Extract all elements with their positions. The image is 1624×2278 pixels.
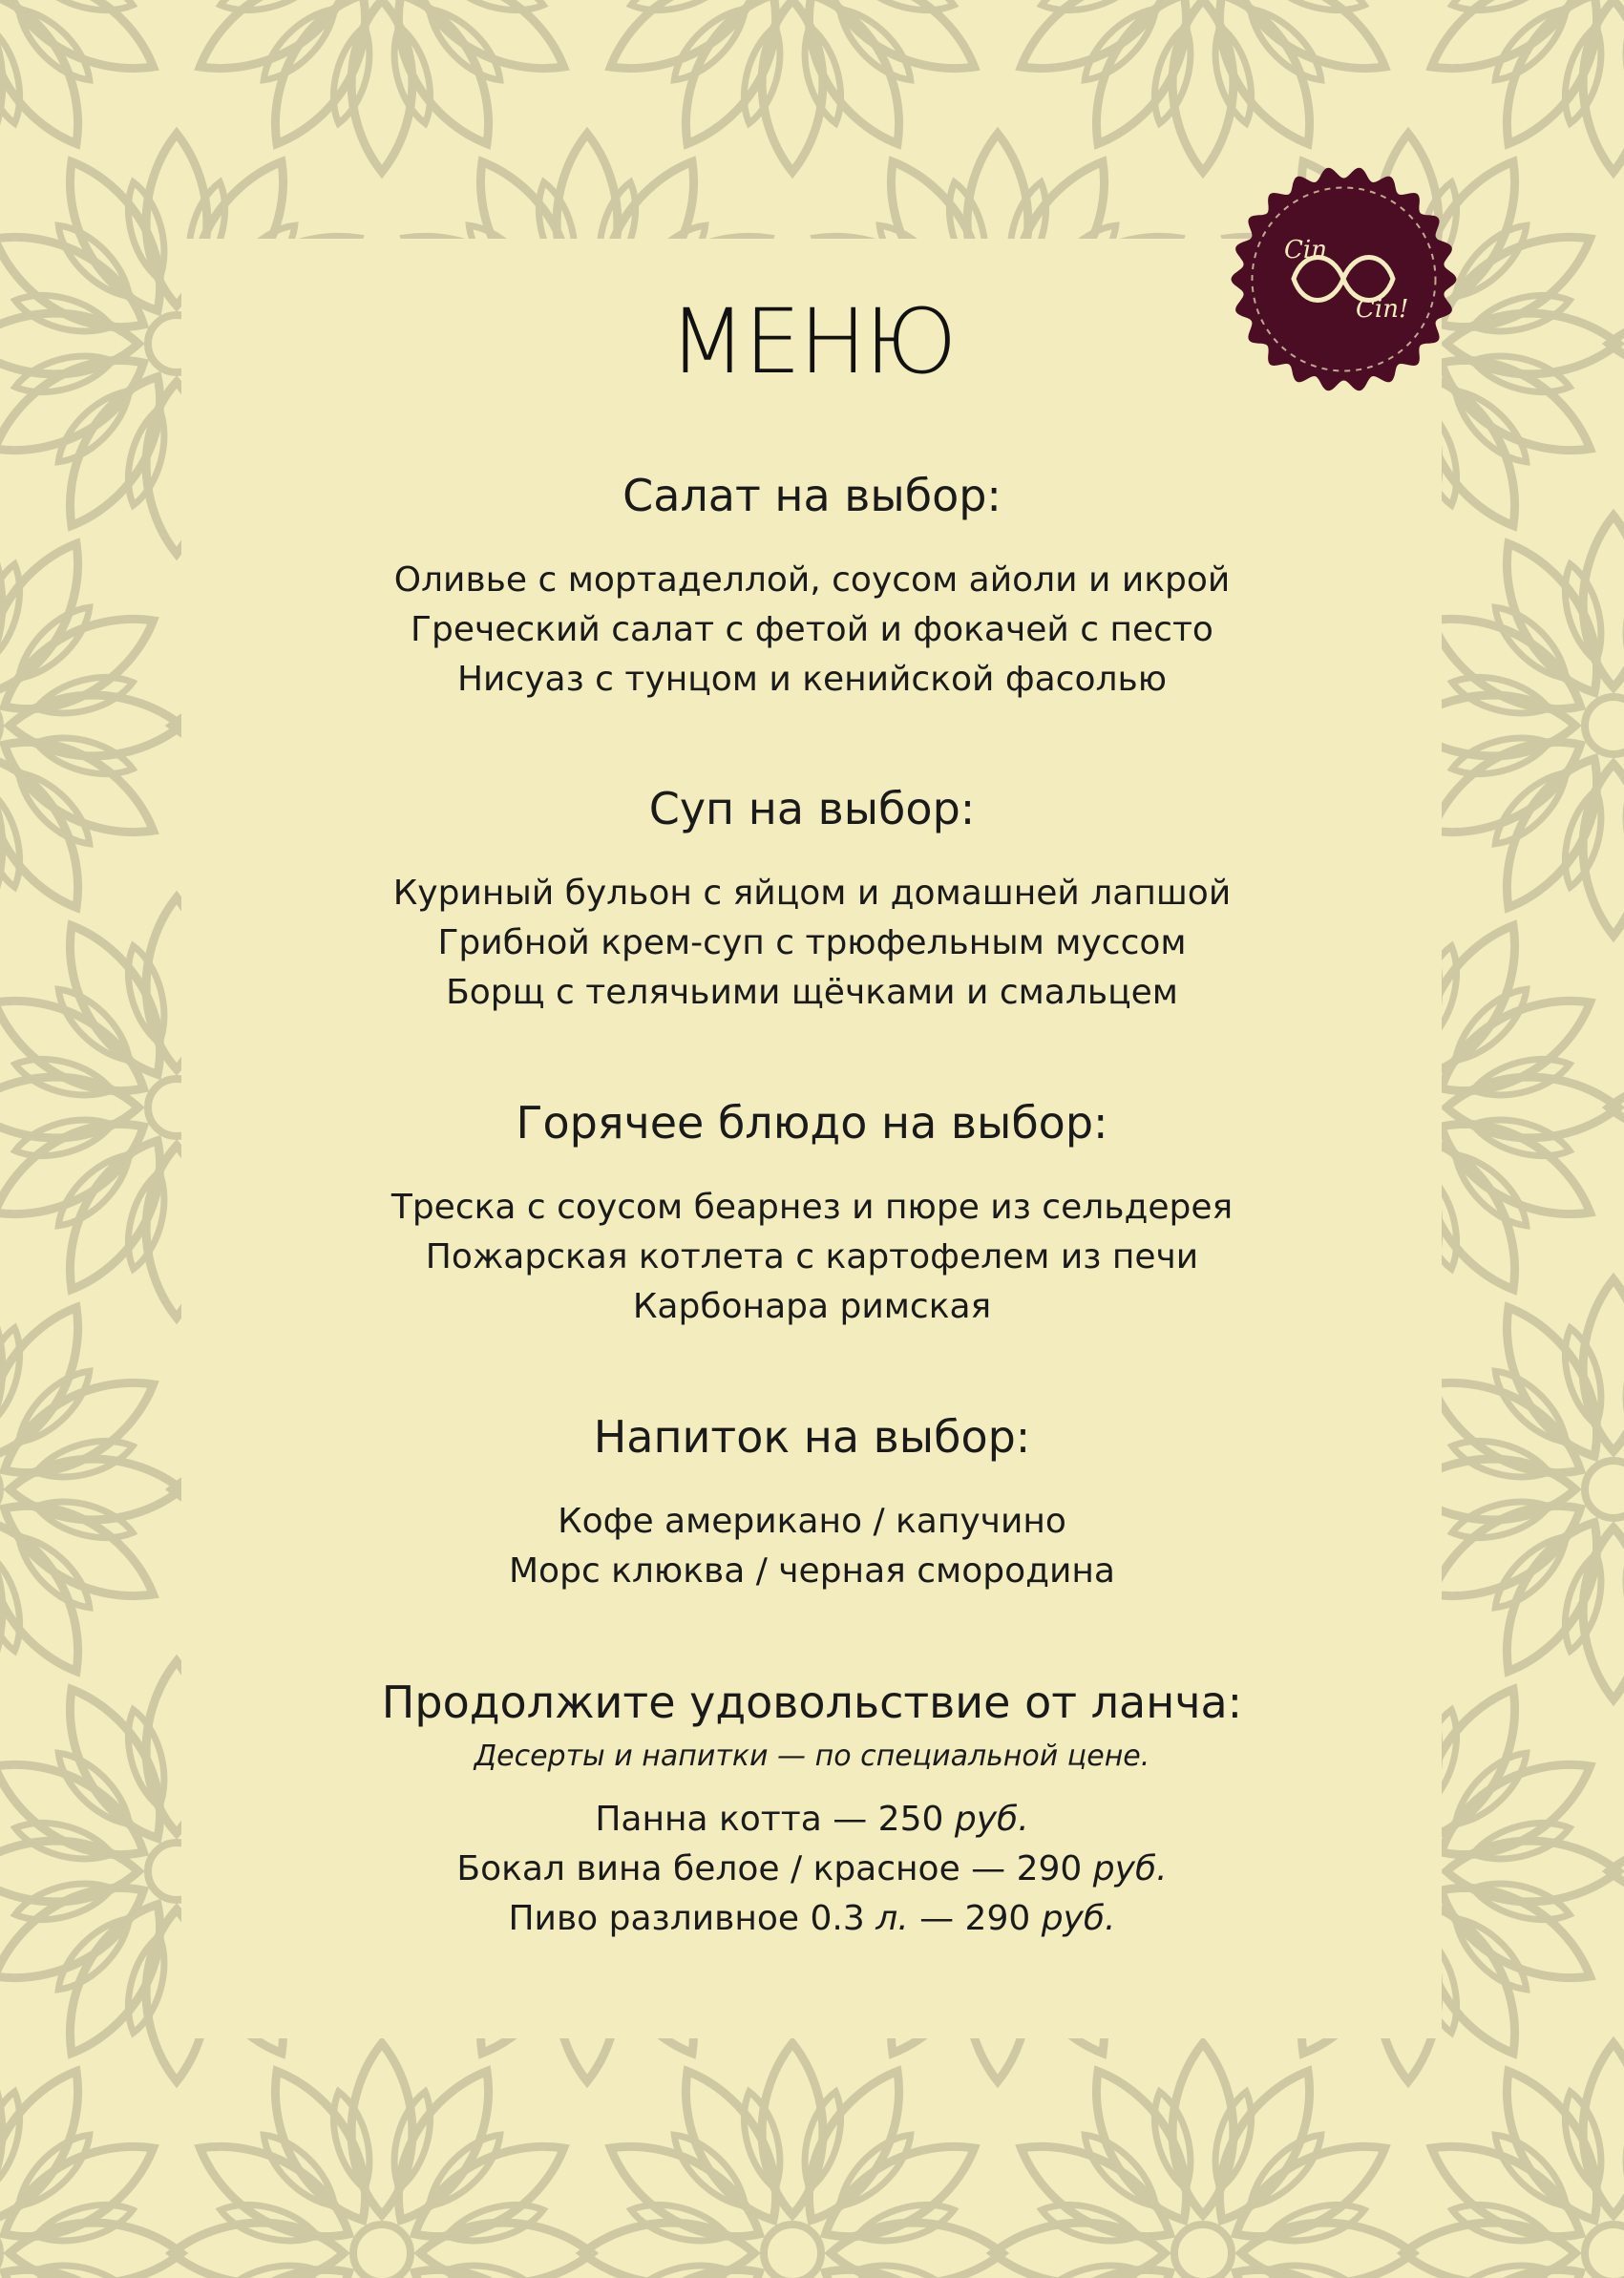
section-soup: [0, 784, 1624, 1018]
item-name: Панна котта — 250: [595, 1799, 944, 1839]
mandala-motif: [993, 0, 1413, 172]
menu-item: Куриный бульон с яйцом и домашней лапшой: [392, 873, 1232, 913]
menu-item-priced: [0, 1795, 1624, 1845]
mandala-motif: [172, 0, 592, 172]
menu-item: Оливье с мортаделлой, соусом айоли и икрой: [393, 559, 1231, 600]
menu-item-priced: [0, 1845, 1624, 1894]
item-price: — 290: [919, 1898, 1031, 1938]
mandala-motif: [582, 0, 1002, 172]
section-title: Горячее блюдо на выбор:: [516, 1097, 1108, 1149]
mandala-motif: [172, 2043, 592, 2278]
mandala-motif: [582, 2043, 1002, 2278]
section-extras: [0, 1677, 1624, 1944]
item-name: Пиво разливное 0.3: [508, 1898, 865, 1938]
section-title: Напиток на выбор:: [593, 1411, 1031, 1463]
item-name: Бокал вина белое / красное — 290: [456, 1848, 1083, 1888]
menu-item-priced: [0, 1894, 1624, 1944]
menu-item: Борщ с телячьими щёчками и смальцем: [446, 972, 1178, 1012]
menu-item: Нисуаз с тунцом и кенийской фасолью: [456, 659, 1168, 699]
currency-unit: руб.: [954, 1799, 1029, 1839]
volume-unit: л.: [875, 1898, 909, 1938]
logo-text-right: Cin!: [1356, 295, 1409, 324]
menu-item: Кофе американо / капучино: [558, 1501, 1066, 1541]
logo-text-left: Cin: [1284, 236, 1327, 264]
section-title: Продолжите удовольствие от ланча:: [381, 1677, 1243, 1728]
menu-item: Пожарская котлета с картофелем из печи: [425, 1236, 1199, 1276]
menu-item: Морс клюква / черная смородина: [509, 1550, 1115, 1591]
menu-item: Треска с соусом беарнез и пюре из сельдерея: [390, 1187, 1234, 1227]
section-main-course: [0, 1098, 1624, 1332]
section-subtitle: Десерты и напитки — по специальной цене.: [474, 1739, 1150, 1773]
mandala-motif: [0, 0, 181, 172]
menu-item: Карбонара римская: [632, 1286, 992, 1326]
section-drinks: [0, 1412, 1624, 1596]
section-salad: [0, 471, 1624, 705]
currency-unit: руб.: [1092, 1848, 1168, 1888]
mandala-motif: [1403, 2043, 1624, 2278]
menu-item: Греческий салат с фетой и фокачей с песто: [411, 609, 1213, 649]
section-title: Суп на выбор:: [648, 783, 976, 834]
mandala-motif: [0, 2043, 181, 2278]
mandala-motif: [993, 2043, 1413, 2278]
currency-unit: руб.: [1041, 1898, 1116, 1938]
section-title: Салат на выбор:: [622, 470, 1002, 521]
menu-title: МЕНЮ: [668, 290, 956, 394]
mandala-motif: [1403, 0, 1624, 172]
menu-item: Грибной крем-суп с трюфельным муссом: [437, 922, 1187, 962]
